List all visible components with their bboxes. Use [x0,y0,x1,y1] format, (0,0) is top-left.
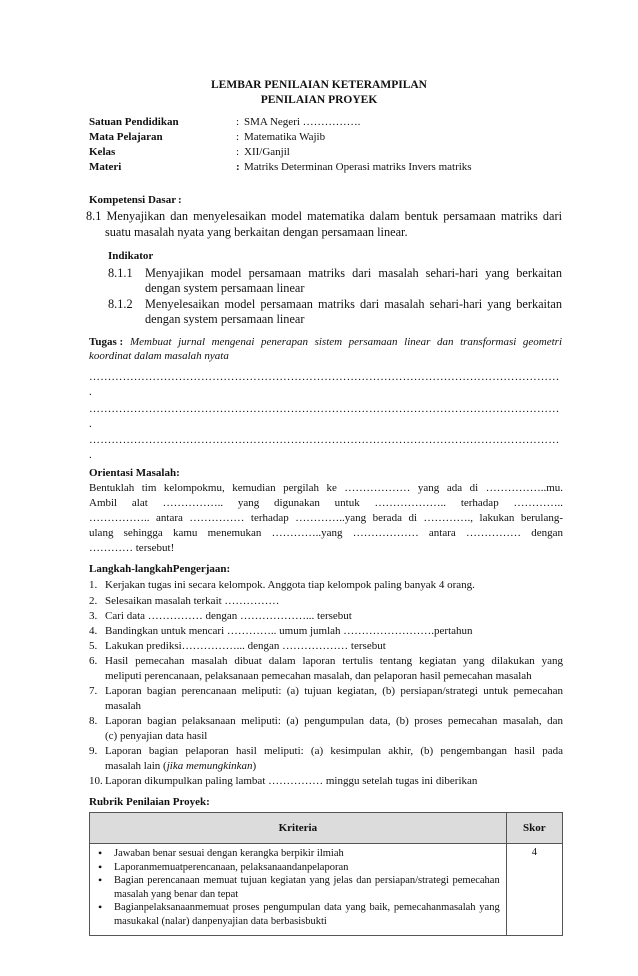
step-text [105,760,256,772]
orientasi-heading: Orientasi Masalah: [89,467,180,479]
orientasi-line: Ambil alat …………….. yang digunakan untuk ……………….. terhadap ………….. [89,497,563,509]
kd-line: 8.1 Menyajikan dan menyelesaikan model matematika dalam bentuk persamaan matriks dari [86,209,562,223]
score-header: Skor [506,813,562,844]
kompetensi-heading: Kompetensi Dasar [89,194,177,206]
rubric-table [89,812,563,936]
criteria-header: Kriteria [90,813,507,844]
criteria-bullet: • Laporanmemuatperencanaan, pelaksanaandanpelaporan [96,861,500,875]
answer-dotted-line: ……………………………………………………………………………………………………………… [89,434,560,446]
orientasi-line: Bentuklah tim kelompokmu, kemudian pergilah ke ……………… yang ada di ……………..mu. [89,482,563,494]
answer-dotted-line: ……………………………………………………………………………………………………………… [89,371,560,383]
step-text: Bandingkan untuk mencari ………….. umum jumlah …………………….pertahun [105,625,473,637]
step-num: 5. [89,640,98,652]
step-text-part: ) [252,760,257,772]
indikator-text: Menyajikan model persamaan matriks dari masalah sehari-hari yang berkaitan [145,266,562,280]
indikator-text: dengan system persamaan linear [145,312,305,326]
step-num: 2. [89,595,98,607]
identity-sep: : [236,131,240,143]
identity-sep: : [236,116,240,128]
identity-label: Kelas [89,146,116,158]
step-text: Hasil pemecahan masalah dibuat dalam laporan tertulis tentang kegiatan yang dilakukan yang [105,655,563,667]
step-text: Cari data …………… dengan ………………... tersebut [105,610,352,622]
identity-label: Satuan Pendidikan [89,116,179,128]
rubric-header-row [90,813,563,844]
criteria-bullet: • Bagian perencanaan memuat tujuan kegiatan yang jelas dan persiapan/strategi pemecahan masalah yang benar dan tepat [96,874,500,901]
step-text-part: masalah lain ( [105,760,167,772]
criteria-bullet: • Jawaban benar sesuai dengan kerangka berpikir ilmiah [96,847,500,861]
rubric-row [90,844,563,936]
step-text: Selesaikan masalah terkait …………… [105,595,280,607]
indikator-num: 8.1.1 [108,266,133,280]
step-text: masalah [105,700,142,712]
document-subtitle: PENILAIAN PROYEK [260,94,378,106]
answer-dot-end: . [89,418,92,430]
identity-value: Matriks Determinan Operasi matriks Invers matriks [244,161,472,173]
criteria-cell [90,844,507,936]
score-cell: 4 [506,844,562,936]
tugas-text: koordinat dalam masalah nyata [89,350,229,362]
step-num: 1. [89,579,98,591]
tugas-text: Membuat jurnal mengenai penerapan sistem persamaan linear dan transformasi geometri [130,336,562,348]
identity-sep: : [236,146,240,158]
rubrik-heading: Rubrik Penilaian Proyek: [89,796,210,808]
step-text: Lakukan prediksi……………... dengan ……………… tersebut [105,640,386,652]
step-num: 7. [89,685,98,697]
step-num: 8. [89,715,98,727]
step-num: 6. [89,655,98,667]
step-text-italic: jika memungkinkan [166,760,253,772]
identity-value: XII/Ganjil [244,146,290,158]
identity-value: Matematika Wajib [244,131,326,143]
indikator-text: Menyelesaikan model persamaan matriks dari masalah sehari-hari yang berkaitan [145,297,562,311]
criteria-bullet: • Bagianpelaksanaanmemuat proses pengumpulan data yang baik, pemecahanmasalah yang masukakal (nalar) danpenyajian data berbasisbukti [96,901,500,928]
step-num: 3. [89,610,98,622]
identity-value: SMA Negeri ……………. [244,116,361,128]
step-text: Laporan bagian pelaporan hasil meliputi: (a) kesimpulan akhir, (b) pengembangan hasil pada [105,745,563,757]
kd-line: suatu masalah nyata yang berkaitan dengan persamaan linear. [105,225,408,239]
orientasi-line: …………….. antara …………… terhadap …………..yang berada di …………., lakukan berulang- [89,512,563,524]
step-num: 4. [89,625,98,637]
identity-label: Mata Pelajaran [89,131,163,143]
indikator-heading: Indikator [108,250,154,262]
orientasi-line: ………… tersebut! [89,542,175,554]
kompetensi-colon: : [178,194,182,206]
step-text: Kerjakan tugas ini secara kelompok. Anggota tiap kelompok paling banyak 4 orang. [105,579,475,591]
indikator-text: dengan system persamaan linear [145,281,305,295]
step-text: Laporan dikumpulkan paling lambat …………… minggu setelah tugas ini diberikan [105,775,478,787]
answer-dotted-line: ……………………………………………………………………………………………………………… [89,403,560,415]
identity-label: Materi [89,161,122,173]
step-text: (c) penyajian data hasil [105,730,208,742]
step-num: 10. [89,775,103,787]
identity-sep: : [236,161,240,173]
langkah-heading: Langkah-langkahPengerjaan: [89,563,231,575]
step-text: meliputi perencanaan, pelaksanaan pemecahan masalah, dan pelaporan hasil pemecahan masalah [105,670,532,682]
answer-dot-end: . [89,386,92,398]
step-text: Laporan bagian perencanaan meliputi: (a) tujuan kegiatan, (b) persiapan/strategi untuk pemecahan [105,685,563,697]
orientasi-line: ulang sehingga kamu menemukan …………..yang ……………… antara …………… dengan [89,527,563,539]
step-text: Laporan bagian pelaksanaan meliputi: (a) pengumpulan data, (b) proses pemecahan masalah, dan [105,715,563,727]
tugas-label: Tugas : [89,336,124,348]
document-title: LEMBAR PENILAIAN KETERAMPILAN [211,79,427,91]
indikator-num: 8.1.2 [108,297,133,311]
answer-dot-end: . [89,449,92,461]
step-num: 9. [89,745,98,757]
